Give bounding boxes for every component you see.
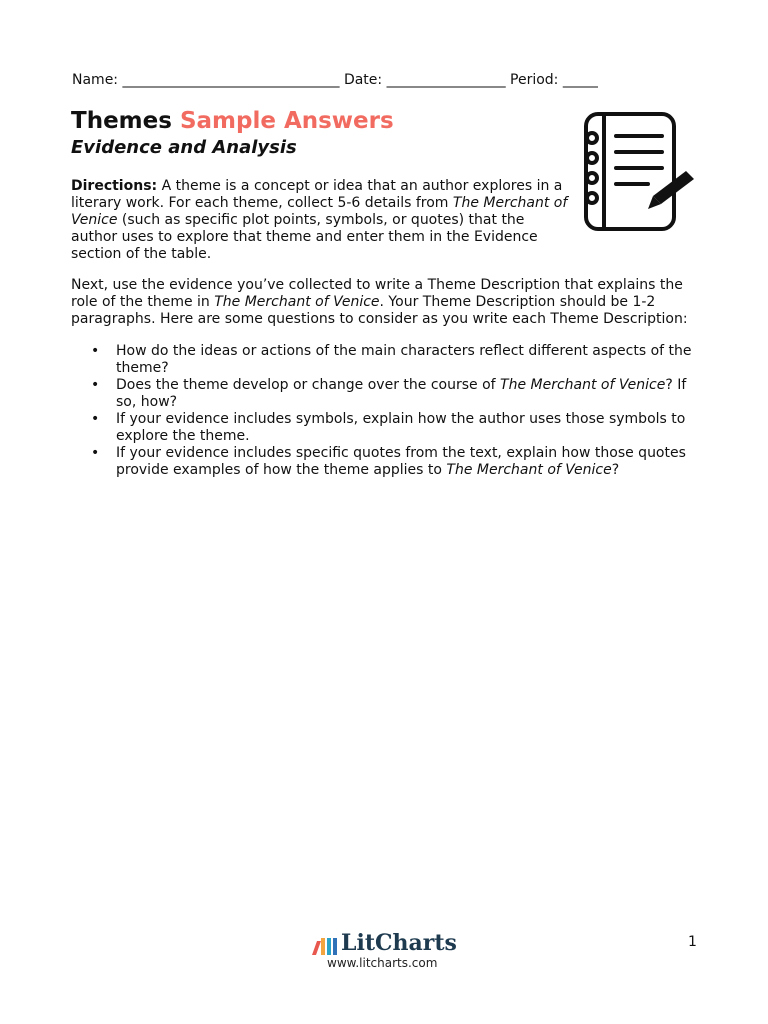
header-fields — [72, 72, 598, 88]
notebook-pencil-icon — [578, 108, 696, 236]
list-item: • Does the theme develop or change over the course of The Merchant of Venice? If so, how? — [91, 377, 687, 410]
bullet-icon: • — [91, 445, 100, 461]
directions-label: Directions: — [71, 178, 158, 194]
book-title: The Merchant of Venice — [71, 195, 568, 228]
period-blank: _____ — [562, 72, 598, 88]
questions-list — [71, 343, 696, 479]
list-item: • How do the ideas or actions of the main characters reflect different aspects of the theme? — [91, 343, 692, 376]
name-blank: _______________________________ — [122, 72, 340, 88]
website-url: www.litcharts.com — [327, 956, 438, 970]
bullet-icon: • — [91, 343, 100, 359]
name-label: Name: — [72, 72, 119, 88]
page-number: 1 — [688, 934, 697, 950]
book-title: The Merchant of Venice — [446, 462, 612, 478]
list-item: • If your evidence includes symbols, explain how the author uses those symbols to explore the theme. — [91, 411, 686, 444]
logo-text: LitCharts — [341, 930, 457, 956]
book-title: The Merchant of Venice — [214, 294, 380, 310]
date-label: Date: — [343, 72, 383, 88]
book-title: The Merchant of Venice — [500, 377, 666, 393]
title-accent: Sample Answers — [179, 108, 394, 134]
next-paragraph: Next, use the evidence you’ve collected to write a Theme Description that explains the role of the theme in The Merchant of Venice. Your Theme Description should be 1-2 paragraphs. Here are some questions to consider as you write each Theme Description: — [71, 277, 688, 327]
litcharts-bars-icon — [312, 935, 338, 955]
bullet-icon: • — [91, 411, 100, 427]
directions-paragraph: Directions: A theme is a concept or idea that an author explores in a literary work. For each theme, collect 5-6 details from The Merchant of Venice (such as specific plot points, symbols, or quotes) that the author uses to explore that theme and enter them in the Evidence section of the table. — [71, 178, 568, 262]
page-subtitle: Evidence and Analysis — [71, 137, 297, 158]
list-item: • If your evidence includes specific quotes from the text, explain how those quotes provide examples of how the theme applies to The Merchant of Venice? — [91, 445, 686, 478]
page-title — [71, 108, 394, 134]
period-label: Period: — [510, 72, 559, 88]
title-main: Themes — [71, 108, 172, 134]
date-blank: _________________ — [386, 72, 506, 88]
bullet-icon: • — [91, 377, 100, 393]
